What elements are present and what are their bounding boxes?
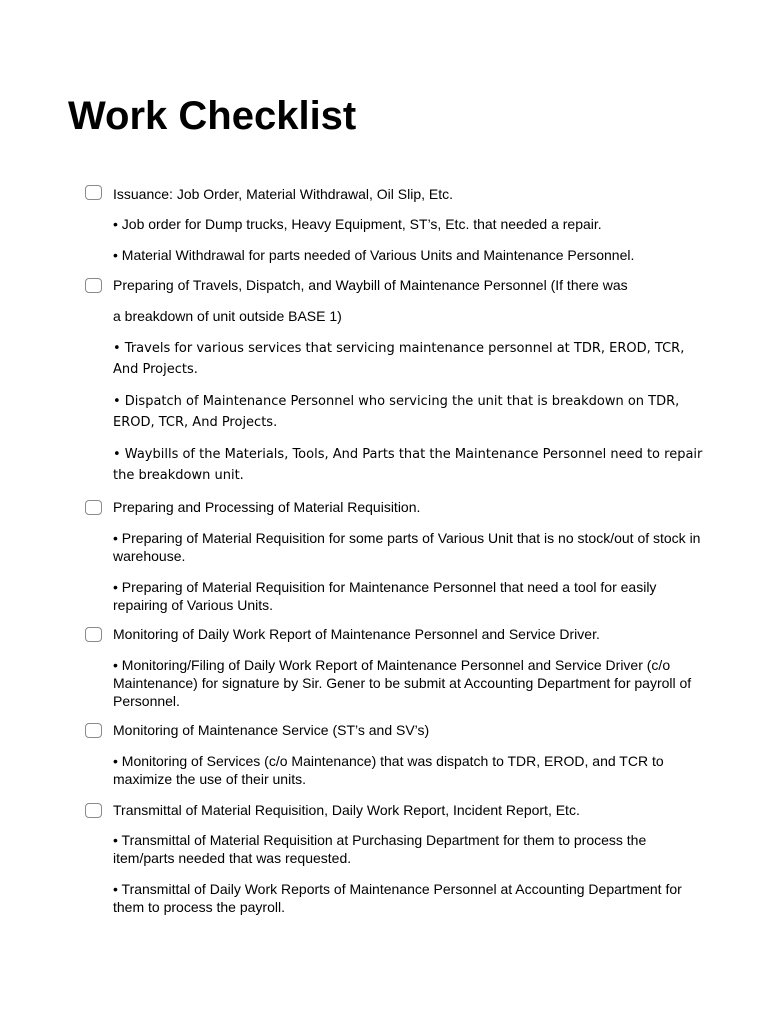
task-1-detail-2: • Material Withdrawal for parts needed of Various Units and Maintenance Personnel. xyxy=(113,247,635,263)
task-3-checkbox[interactable] xyxy=(85,500,102,515)
task-3-detail-1: • Preparing of Material Requisition for some parts of Various Unit that is no stock/out of stock in warehouse. xyxy=(113,530,701,564)
task-2-label: Preparing of Travels, Dispatch, and Waybill of Maintenance Personnel (If there was xyxy=(113,277,628,293)
task-1-detail-1: • Job order for Dump trucks, Heavy Equipment, ST’s, Etc. that needed a repair. xyxy=(113,216,602,232)
page-title: Work Checklist xyxy=(68,94,357,138)
task-6-checkbox[interactable] xyxy=(85,803,102,818)
task-2-detail-2: • Dispatch of Maintenance Personnel who servicing the unit that is breakdown on TDR, EROD, TCR, And Projects. xyxy=(113,394,680,430)
task-6-detail-1: • Transmittal of Material Requisition at Purchasing Department for them to process the item/parts needed that was requested. xyxy=(113,832,647,866)
task-2-detail-3: • Waybills of the Materials, Tools, And Parts that the Maintenance Personnel need to repair the breakdown unit. xyxy=(113,447,703,483)
task-3-detail-2: • Preparing of Material Requisition for Maintenance Personnel that need a tool for easily repairing of Various Units. xyxy=(113,579,657,613)
task-2-detail-1: • Travels for various services that servicing maintenance personnel at TDR, EROD, TCR, And Projects. xyxy=(113,341,685,377)
task-4-label: Monitoring of Daily Work Report of Maintenance Personnel and Service Driver. xyxy=(113,626,600,642)
task-1-label: Issuance: Job Order, Material Withdrawal, Oil Slip, Etc. xyxy=(113,186,454,202)
task-1-checkbox[interactable] xyxy=(85,185,102,200)
task-5-detail-1: • Monitoring of Services (c/o Maintenance) that was dispatch to TDR, EROD, and TCR to maximize the use of their units. xyxy=(113,753,664,787)
task-6-label: Transmittal of Material Requisition, Daily Work Report, Incident Report, Etc. xyxy=(113,802,580,818)
task-2-checkbox[interactable] xyxy=(85,278,102,293)
task-2-label-continued: a breakdown of unit outside BASE 1) xyxy=(113,308,342,324)
task-4-checkbox[interactable] xyxy=(85,627,102,642)
task-3-label: Preparing and Processing of Material Requisition. xyxy=(113,499,421,515)
task-5-label: Monitoring of Maintenance Service (ST’s and SV’s) xyxy=(113,722,430,738)
task-6-detail-2: • Transmittal of Daily Work Reports of Maintenance Personnel at Accounting Department for them to process the payroll. xyxy=(113,881,682,915)
task-4-detail-1: • Monitoring/Filing of Daily Work Report of Maintenance Personnel and Service Driver (c/o Maintenance) for signature by Sir. Gener to be submit at Accounting Department for payroll of Personnel. xyxy=(113,657,692,709)
task-5-checkbox[interactable] xyxy=(85,723,102,738)
